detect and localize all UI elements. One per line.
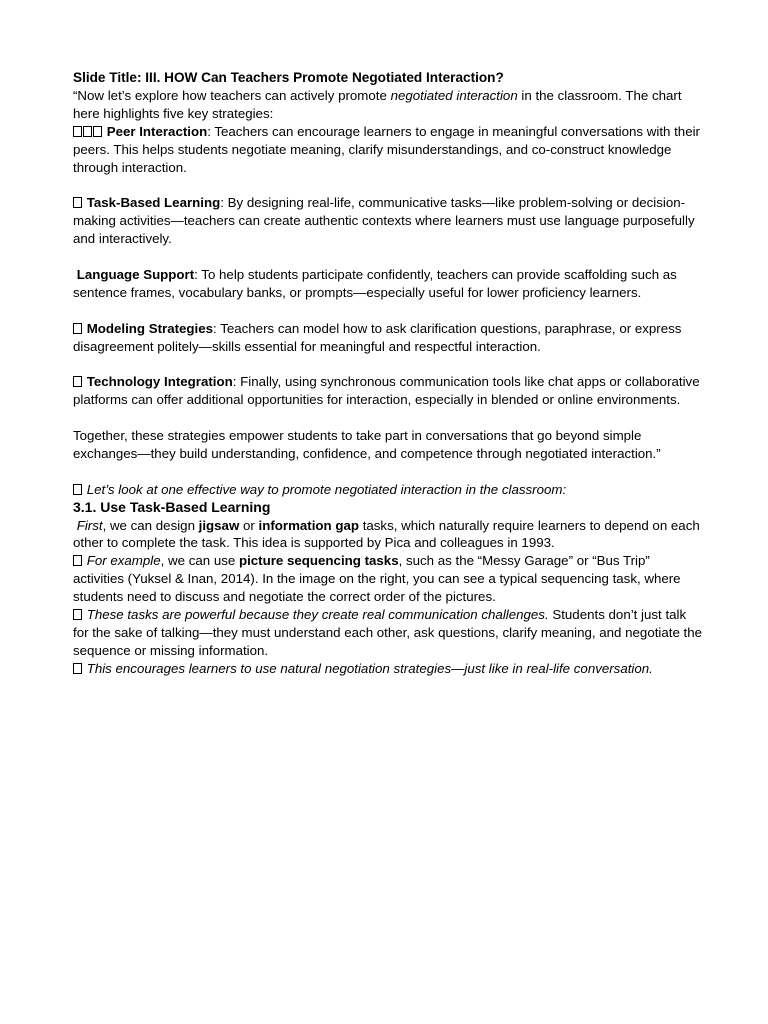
missing-glyph-icon — [73, 609, 82, 620]
first-paragraph: First, we can design jigsaw or information gap tasks, which naturally require learners to depend on each other to complete the task. This idea is supported by Pica and colleagues in 1993. — [73, 517, 700, 551]
strategy-heading: Modeling Strategies — [86, 320, 214, 336]
example-paragraph: For example, we can use picture sequencing tasks, such as the “Messy Garage” or “Bus Trip” activities (Yuksel & Inan, 2014). In the image on the right, you can see a typical sequencing task, where students need to discuss and negotiate the correct order of the pictures. — [73, 553, 681, 605]
missing-glyph-icon — [73, 376, 82, 387]
missing-glyph-icon — [73, 197, 82, 208]
document-page — [73, 69, 703, 678]
section-heading: 3.1. Use Task-Based Learning — [73, 498, 271, 515]
strategy-heading: Technology Integration — [86, 374, 233, 390]
strategy-task-based-learning: Task-Based Learning: By designing real-life, communicative tasks—like problem-solving or decision-making activities—teachers can create authentic contexts where learners must use language purposefully and interactively. — [73, 195, 695, 247]
strategy-technology-integration: Technology Integration: Finally, using synchronous communication tools like chat apps or collaborative platforms can offer additional opportunities for interaction, especially in blended or online environments. — [73, 374, 700, 408]
missing-glyph-icon — [73, 323, 82, 334]
missing-glyph-icon — [73, 123, 103, 141]
intro-paragraph: “Now let’s explore how teachers can actively promote negotiated interaction in the classroom. The chart here highlights five key strategies: — [73, 87, 682, 121]
intro-italic: negotiated interaction — [390, 87, 518, 103]
strategy-modeling-strategies: Modeling Strategies: Teachers can model how to ask clarification questions, paraphrase, or express disagreement politely—skills essential for meaningful and respectful interaction. — [73, 320, 682, 354]
together-paragraph: Together, these strategies empower students to take part in conversations that go beyond simple exchanges—they build understanding, confidence, and competence through negotiated interaction.” — [73, 428, 661, 461]
strategy-heading: Peer Interaction — [106, 123, 208, 139]
missing-glyph-icon — [73, 555, 82, 566]
encourages-line: This encourages learners to use natural negotiation strategies—just like in real-life conversation. — [73, 660, 703, 678]
missing-glyph-icon — [73, 484, 82, 495]
strategy-heading: Task-Based Learning — [86, 195, 221, 211]
strategy-heading: Language Support — [76, 266, 195, 282]
strategy-language-support: Language Support: To help students participate confidently, teachers can provide scaffolding such as sentence frames, vocabulary banks, or prompts—especially useful for lower proficiency learners. — [73, 266, 677, 300]
strategy-peer-interaction: Peer Interaction: Teachers can encourage learners to engage in meaningful conversations with their peers. This helps students negotiate meaning, clarify misunderstandings, and co-construct knowledge through interaction. — [73, 123, 700, 175]
lets-look-line: Let’s look at one effective way to promote negotiated interaction in the classroom: — [73, 481, 703, 499]
powerful-paragraph: These tasks are powerful because they create real communication challenges. Students don’t just talk for the sake of talking—they must understand each other, ask questions, clarify meaning, and negotiate the sequence or missing information. — [73, 607, 703, 658]
missing-glyph-icon — [73, 663, 82, 674]
slide-title: Slide Title: III. HOW Can Teachers Promote Negotiated Interaction? — [73, 70, 504, 85]
